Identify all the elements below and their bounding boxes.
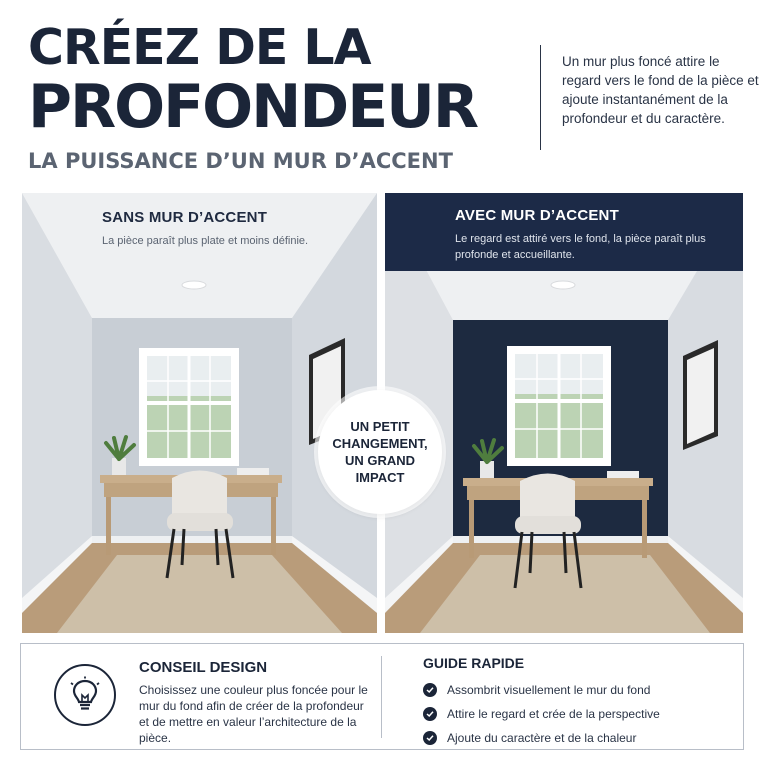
guide-list [423, 678, 660, 750]
caption-description: Le regard est attiré vers le fond, la pièce paraît plus profonde et accueillante. [455, 233, 706, 261]
checkmark-icon [423, 683, 437, 697]
guide-item [423, 678, 660, 702]
guide-item-label: Ajoute du caractère et de la chaleur [447, 731, 637, 745]
tip-text: Choisissez une couleur plus foncée pour le mur du fond afin de créer de la profondeur et de mettre en valeur l’architecture de la pièce. [139, 683, 368, 745]
header-title-block [28, 19, 528, 174]
page-title-line-2: PROFONDEUR [28, 72, 478, 142]
header-intro-text: Un mur plus foncé attire le regard vers le fond de la pièce et ajoute instantanément de la profondeur et du caractère. [562, 54, 759, 126]
checkmark-icon [423, 731, 437, 745]
tip-title: CONSEIL DESIGN [139, 659, 268, 676]
page-subtitle: LA PUISSANCE D’UN MUR D’ACCENT [28, 149, 453, 173]
guide-item-label: Attire le regard et crée de la perspective [447, 707, 660, 721]
box-divider [381, 656, 382, 738]
caption-title: SANS MUR D’ACCENT [102, 209, 268, 226]
panel-with-accent [385, 193, 743, 633]
room-illustration-plain [22, 193, 377, 633]
caption-with-accent [385, 193, 743, 271]
guide-item [423, 702, 660, 726]
caption-description: La pièce paraît plus plate et moins définie. [102, 235, 309, 247]
guide-item [423, 726, 660, 750]
checkmark-icon [423, 707, 437, 721]
tips-box [20, 643, 744, 750]
caption-title: AVEC MUR D’ACCENT [455, 207, 619, 224]
caption-without-accent [102, 209, 322, 249]
page-title-line-1: CRÉEZ DE LA [28, 19, 371, 76]
impact-badge [318, 390, 442, 514]
guide-title: GUIDE RAPIDE [423, 655, 525, 671]
impact-badge-text: UN PETIT CHANGEMENT, UN GRAND IMPACT [332, 419, 428, 485]
header-divider [540, 45, 541, 150]
panel-without-accent [22, 193, 377, 633]
lightbulb-icon [54, 664, 116, 726]
guide-item-label: Assombrit visuellement le mur du fond [447, 683, 651, 697]
